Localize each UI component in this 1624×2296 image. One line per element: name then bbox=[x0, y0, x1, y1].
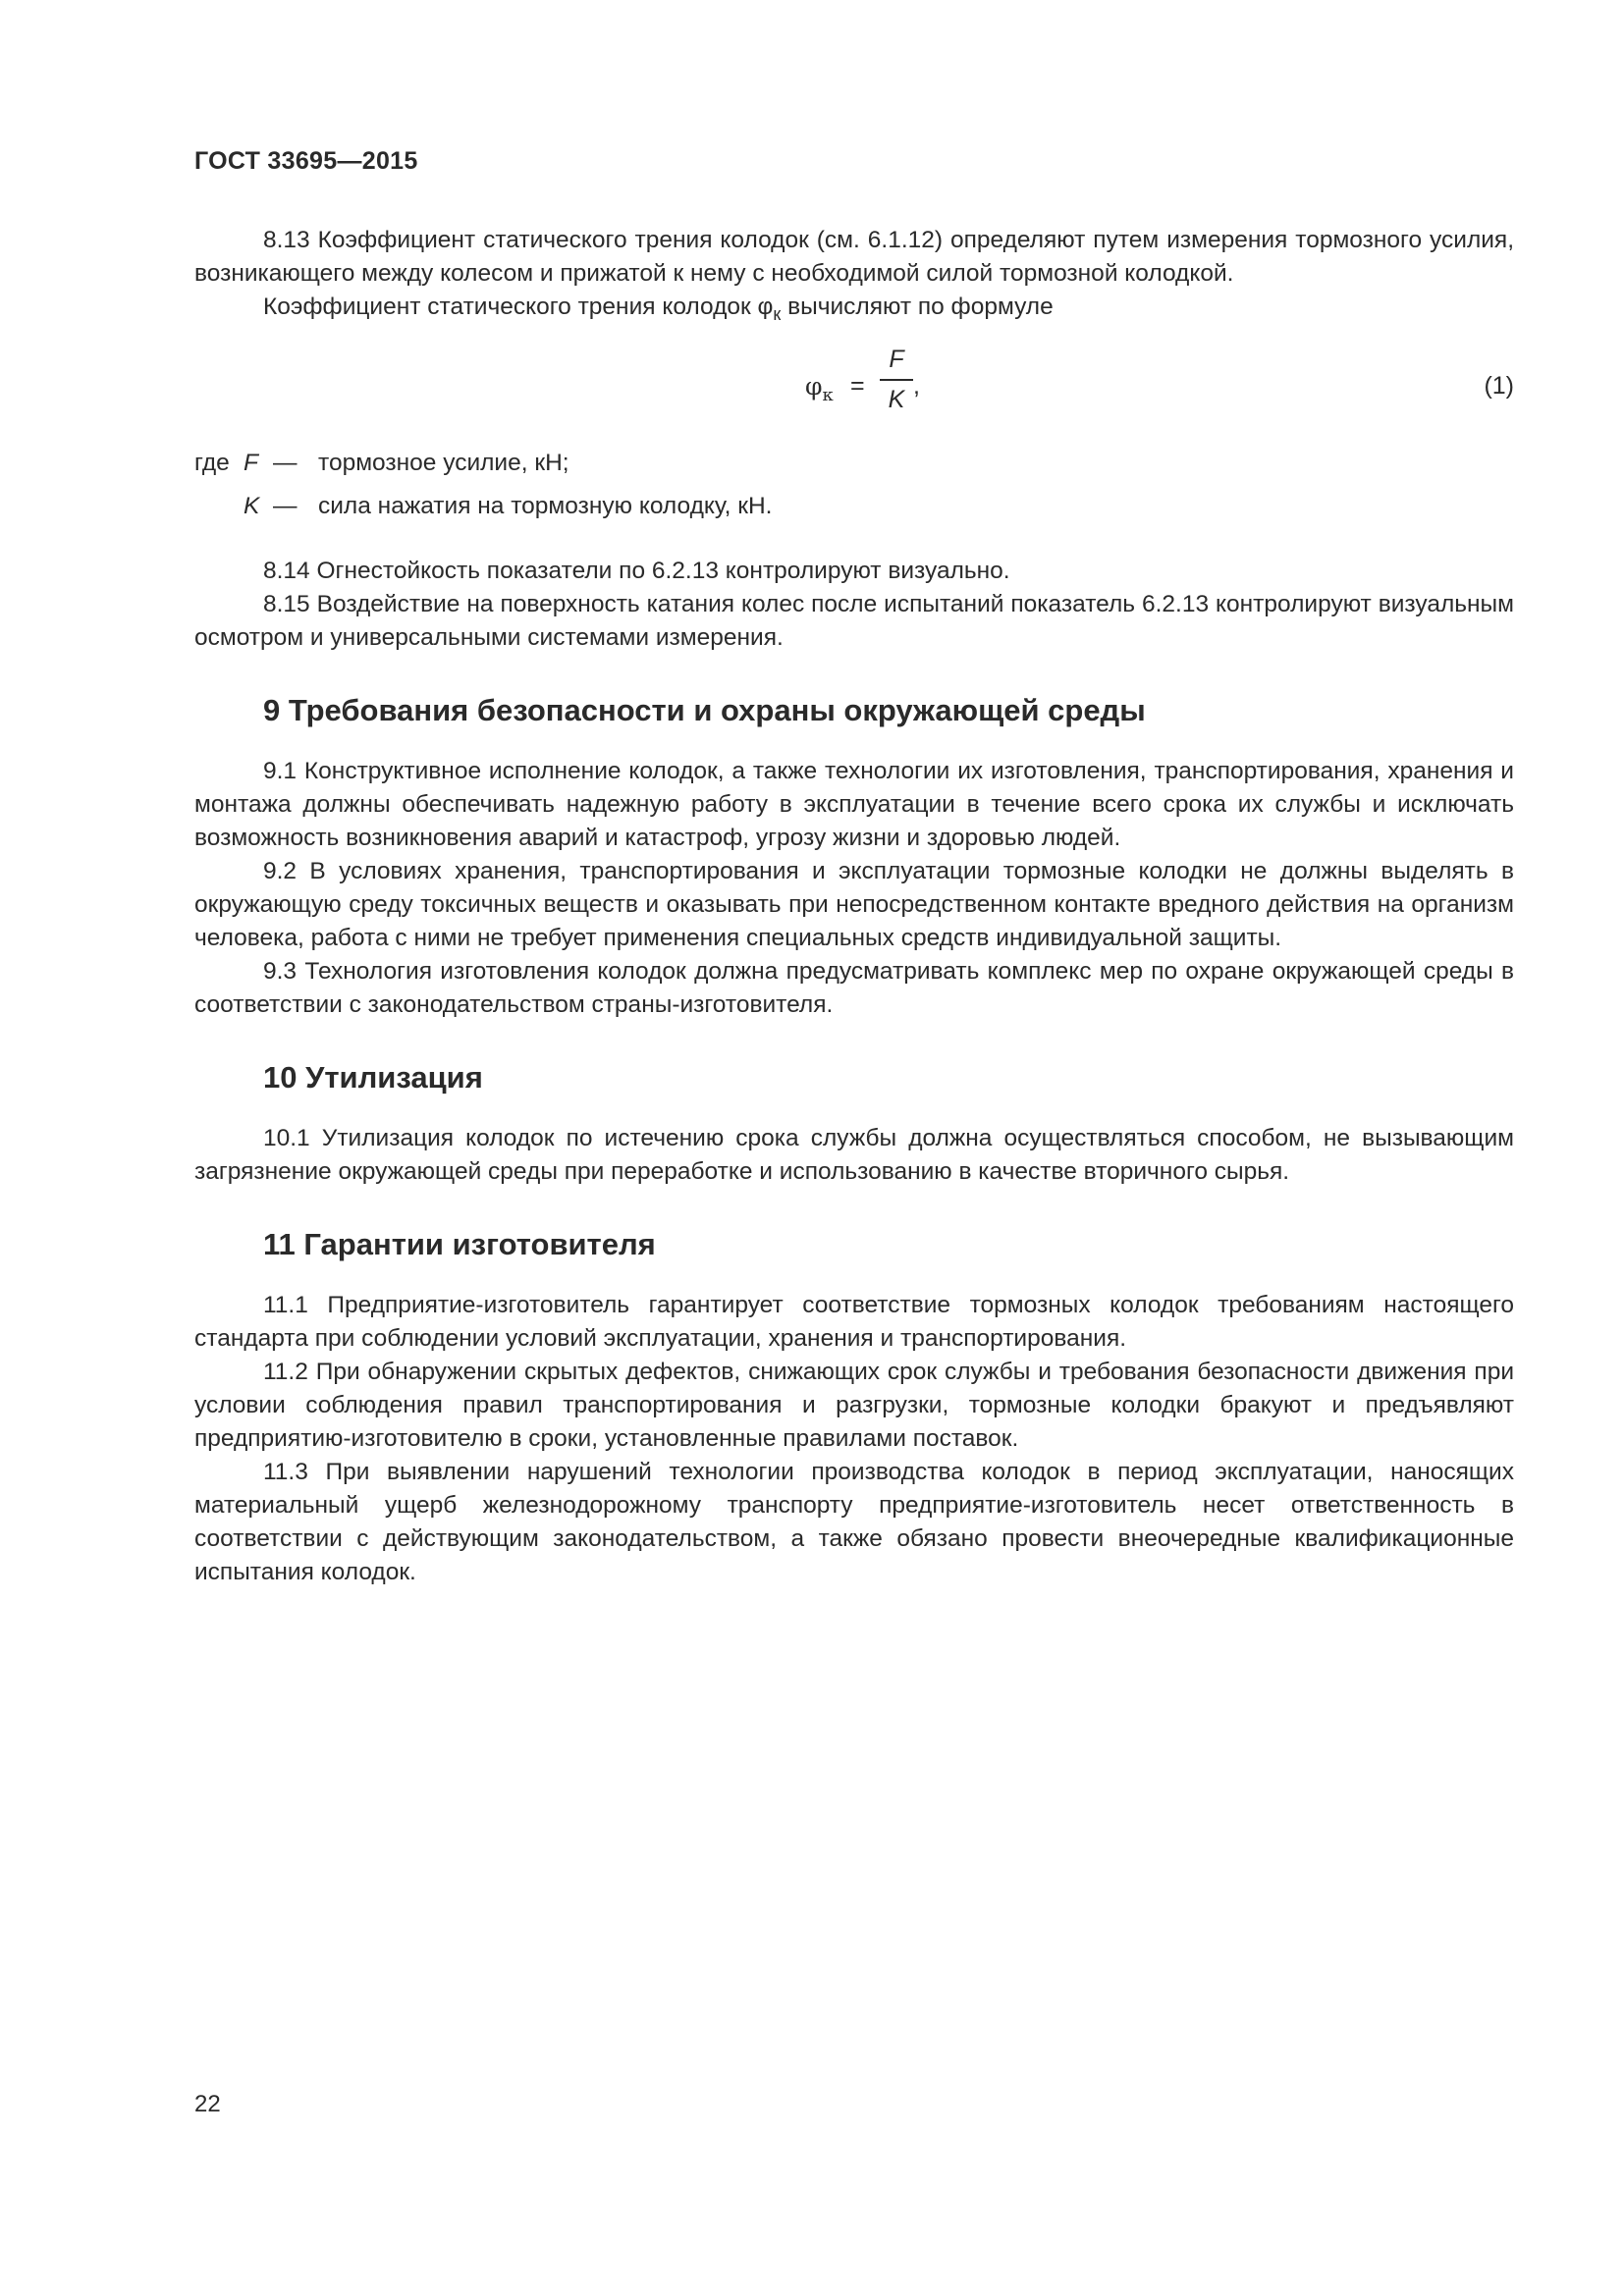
fraction-bar bbox=[880, 379, 913, 381]
section-title-9: 9 Требования безопасности и охраны окружающей среды bbox=[263, 692, 1146, 727]
formula-lhs: $\varphi_к$ bbox=[805, 371, 834, 405]
legend-symbol: F bbox=[244, 449, 258, 476]
paragraph-8-13: 8.13 Коэффициент статического трения колодок (см. 6.1.12) определяют путем измерения тормозного усилия, возникающего между колесом и прижатой к нему с необходимой силой тормозной колодкой. bbox=[194, 227, 1514, 287]
paragraph-8-14: 8.14 Огнестойкость показатели по 6.2.13 контролируют визуально. bbox=[263, 557, 1010, 584]
section-title-11: 11 Гарантии изготовителя bbox=[263, 1226, 656, 1261]
paragraph-formula-intro: Коэффициент статического трения колодок $\varphi_к$ вычисляют по формуле bbox=[263, 294, 1054, 324]
paragraph-9-2: 9.2 В условиях хранения, транспортирования и эксплуатации тормозные колодки не должны выделять в окружающую среду токсичных веществ и оказывать при непосредственном контакте вредного действия на организм человека, работа с ними не требует применения специальных средств индивидуальной защиты. bbox=[194, 857, 1514, 951]
formula-legend bbox=[194, 447, 1514, 533]
legend-description: сила нажатия на тормозную колодку, кН. bbox=[318, 492, 773, 519]
formula-number: (1) bbox=[1484, 371, 1514, 400]
formula-numerator: F bbox=[889, 345, 904, 373]
paragraph-11-2: 11.2 При обнаружении скрытых дефектов, снижающих срок службы и требования безопасности движения при условии соблюдения правил транспортирования и разгрузки, тормозные колодки бракуют и предъявляют предприятию-изготовителю в сроки, установленные правилами поставок. bbox=[194, 1358, 1514, 1452]
paragraph-11-1: 11.1 Предприятие-изготовитель гарантирует соответствие тормозных колодок требованиям настоящего стандарта при соблюдении условий эксплуатации, хранения и транспортирования. bbox=[194, 1291, 1514, 1352]
legend-symbol: K bbox=[244, 492, 260, 519]
paragraph-9-1: 9.1 Конструктивное исполнение колодок, а также технологии их изготовления, транспортирования, хранения и монтажа должны обеспечивать надежную работу в эксплуатации в течение всего срока их службы и исключать возможность возникновения аварий и катастроф, угрозу жизни и здоровью людей. bbox=[194, 757, 1514, 851]
legend-row: K — сила нажатия на тормозную колодку, кН. bbox=[194, 490, 1514, 533]
formula-denominator: K bbox=[888, 385, 905, 413]
formula-fraction bbox=[880, 343, 913, 416]
page-number: 22 bbox=[194, 2091, 221, 2117]
legend-row: где F — тормозное усилие, кН; bbox=[194, 447, 1514, 490]
formula-1: $\varphi_к$ = F K , (1) bbox=[194, 343, 1514, 425]
paragraph-11-3: 11.3 При выявлении нарушений технологии производства колодок в период эксплуатации, наносящих материальный ущерб железнодорожному транспорту предприятие-изготовитель несет ответственность в соответствии с действующим законодательством, а также обязано провести внеочередные квалификационные испытания колодок. bbox=[194, 1458, 1514, 1585]
paragraph-10-1: 10.1 Утилизация колодок по истечению срока службы должна осуществляться способом, не вызывающим загрязнение окружающей среды при переработке и использованию в качестве вторичного сырья. bbox=[194, 1124, 1514, 1185]
legend-description: тормозное усилие, кН; bbox=[318, 449, 569, 476]
formula-equals: = bbox=[850, 371, 865, 400]
document-header: ГОСТ 33695—2015 bbox=[194, 147, 418, 175]
document-body bbox=[194, 224, 1514, 1589]
section-title-10: 10 Утилизация bbox=[263, 1059, 483, 1095]
paragraph-8-15: 8.15 Воздействие на поверхность катания колес после испытаний показатель 6.2.13 контролируют визуальным осмотром и универсальными системами измерения. bbox=[194, 590, 1514, 651]
paragraph-9-3: 9.3 Технология изготовления колодок должна предусматривать комплекс мер по охране окружающей среды в соответствии с законодательством страны-изготовителя. bbox=[194, 957, 1514, 1018]
